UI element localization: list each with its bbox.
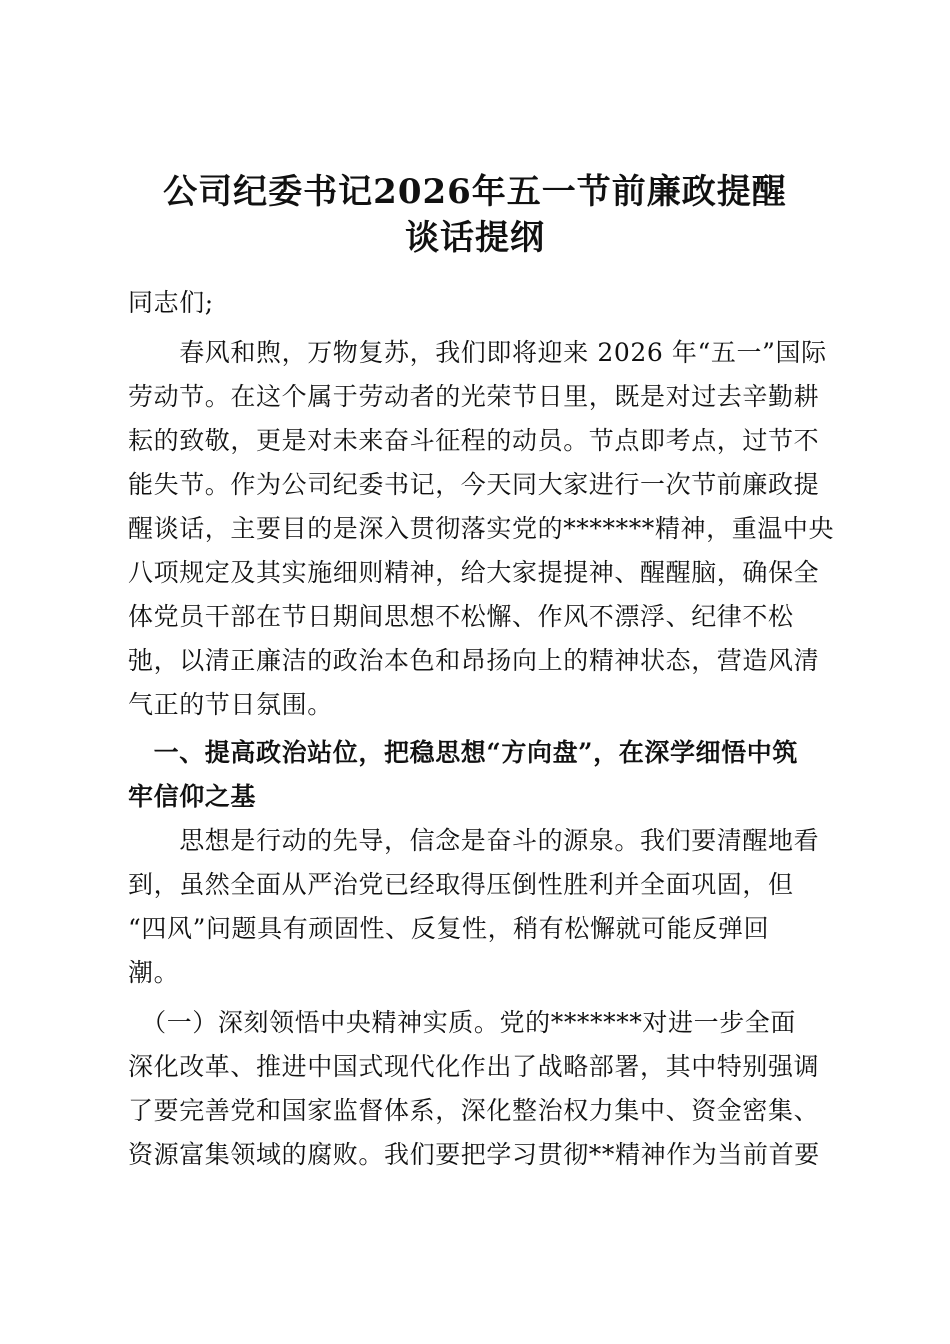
subsection-1-line: 资源富集领域的腐败。我们要把学习贯彻**精神作为当前首要 [128,1140,820,1169]
section-1-heading-line: 一、提高政治站位，把稳思想“方向盘”，在深学细悟中筑 [128,738,798,767]
intro-line: 醒谈话，主要目的是深入贯彻落实党的*******精神，重温中央 [128,514,835,543]
section-1-para-line: 潮。 [128,958,180,987]
document-title-line-1: 公司纪委书记2026年五一节前廉政提醒 [163,172,787,212]
intro-line: 劳动节。在这个属于劳动者的光荣节日里，既是对过去辛勤耕 [128,382,820,411]
intro-line: 春风和煦，万物复苏，我们即将迎来 2026 年“五一”国际 [128,338,827,367]
intro-line: 体党员干部在节日期间思想不松懈、作风不漂浮、纪律不松 [128,602,794,631]
subsection-1-line: 了要完善党和国家监督体系，深化整治权力集中、资金密集、 [128,1096,820,1125]
intro-line: 八项规定及其实施细则精神，给大家提提神、醒醒脑，确保全 [128,558,820,587]
subsection-1-text: 党的*******对进一步全面 [499,1008,797,1037]
section-1-heading-line: 牢信仰之基 [128,782,257,811]
intro-line: 能失节。作为公司纪委书记，今天同大家进行一次节前廉政提 [128,470,820,499]
section-1-para-line: 思想是行动的先导，信念是奋斗的源泉。我们要清醒地看 [128,826,820,855]
subsection-1-first-line [128,1008,796,1038]
intro-line: 耘的致敬，更是对未来奋斗征程的动员。节点即考点，过节不 [128,426,820,455]
subsection-1-heading: （一）深刻领悟中央精神实质。 [128,1008,500,1037]
section-1-para-line: “四风”问题具有顽固性、反复性，稍有松懈就可能反弹回 [128,914,770,943]
salutation: 同志们; [128,288,214,317]
subsection-1-line: 深化改革、推进中国式现代化作出了战略部署，其中特别强调 [128,1052,820,1081]
document-title-line-2: 谈话提纲 [405,218,545,258]
intro-line: 气正的节日氛围。 [128,690,333,719]
intro-line: 弛，以清正廉洁的政治本色和昂扬向上的精神状态，营造风清 [128,646,820,675]
section-1-para-line: 到，虽然全面从严治党已经取得压倒性胜利并全面巩固，但 [128,870,794,899]
